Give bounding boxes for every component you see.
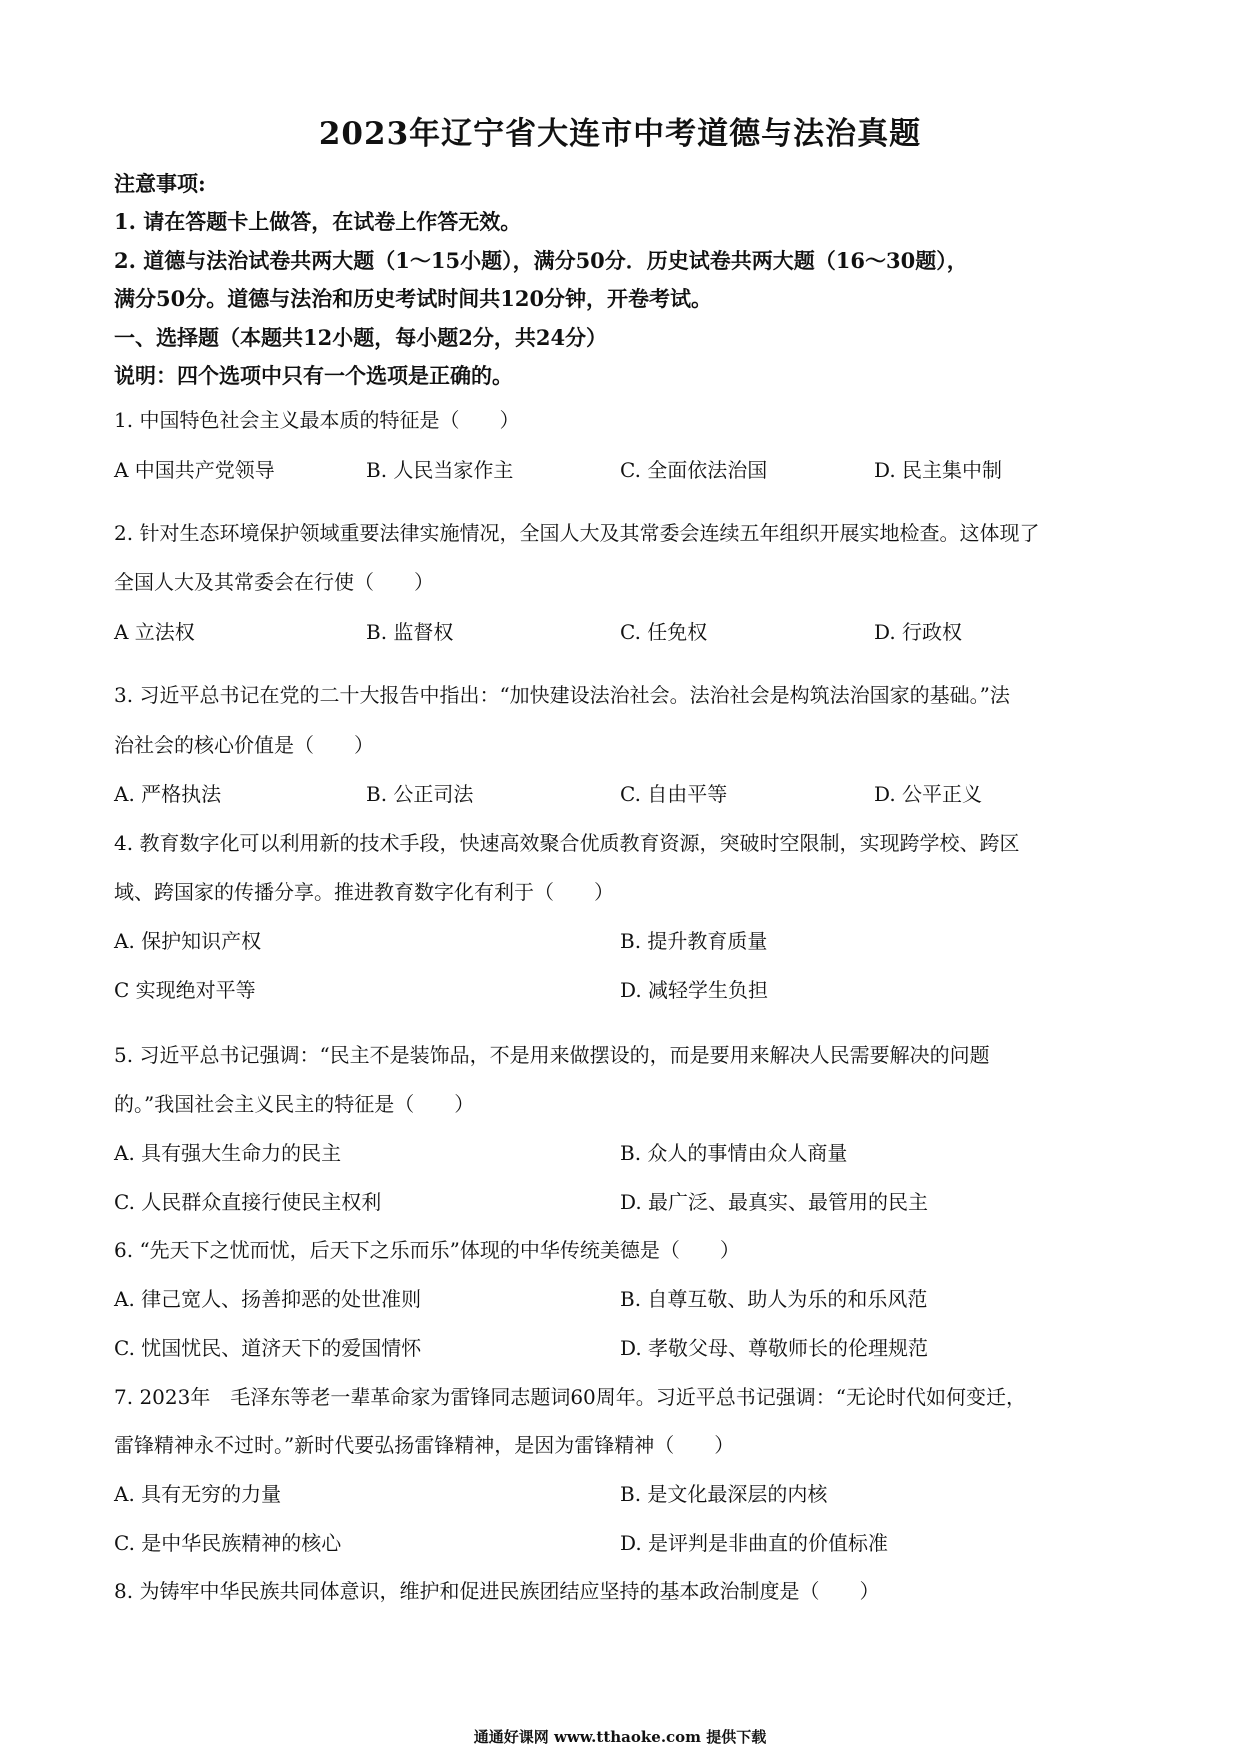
notice-item-2-line-2: 满分50分。道德与法治和历史考试时间共120分钟，开卷考试。: [114, 286, 713, 311]
question-3-option-d: D. 公平正义: [874, 782, 983, 806]
question-2-stem-line-2: 全国人大及其常委会在行使（ ）: [114, 570, 434, 594]
question-3-stem-line-2: 治社会的核心价值是（ ）: [114, 733, 374, 757]
question-2-option-d: D. 行政权: [874, 620, 963, 644]
question-5-option-d: D. 最广泛、最真实、最管用的民主: [620, 1190, 929, 1214]
question-7-option-b: B. 是文化最深层的内核: [620, 1482, 828, 1506]
question-3-stem-line-1: 3. 习近平总书记在党的二十大报告中指出：“加快建设法治社会。法治社会是构筑法治国家的基础。”法: [114, 683, 1010, 707]
section-heading: 一、选择题（本题共12小题，每小题2分，共24分）: [114, 325, 608, 350]
question-5-option-a: A. 具有强大生命力的民主: [114, 1141, 342, 1165]
question-2-option-a: A 立法权: [114, 620, 195, 644]
question-4-stem-line-1: 4. 教育数字化可以利用新的技术手段，快速高效聚合优质教育资源，突破时空限制，实现跨学校、跨区: [114, 831, 1020, 855]
question-2-option-c: C. 任免权: [620, 620, 708, 644]
notice-item-1: 1. 请在答题卡上做答，在试卷上作答无效。: [114, 209, 522, 234]
question-7-option-c: C. 是中华民族精神的核心: [114, 1531, 342, 1555]
question-4-option-b: B. 提升教育质量: [620, 929, 768, 953]
question-6-option-b: B. 自尊互敬、助人为乐的和乐风范: [620, 1287, 928, 1311]
question-1-stem: 1. 中国特色社会主义最本质的特征是（ ）: [114, 408, 520, 432]
question-5-stem-line-1: 5. 习近平总书记强调：“民主不是装饰品，不是用来做摆设的，而是要用来解决人民需要解决的问题: [114, 1043, 990, 1067]
question-7-stem-line-1: 7. 2023年 毛泽东等老一辈革命家为雷锋同志题词60周年。习近平总书记强调：“无论时代如何变迁，: [114, 1385, 1027, 1409]
question-1-option-a: A 中国共产党领导: [114, 458, 275, 482]
question-6-option-d: D. 孝敬父母、尊敬师长的伦理规范: [620, 1336, 929, 1360]
question-5-option-b: B. 众人的事情由众人商量: [620, 1141, 848, 1165]
question-6-option-a: A. 律己宽人、扬善抑恶的处世准则: [114, 1287, 422, 1311]
question-4-option-a: A. 保护知识产权: [114, 929, 262, 953]
footer-source: 通通好课网 www.tthaoke.com 提供下载: [473, 1728, 767, 1746]
question-4-stem-line-2: 域、跨国家的传播分享。推进教育数字化有利于（ ）: [114, 880, 614, 904]
question-1-option-b: B. 人民当家作主: [366, 458, 514, 482]
page-title: 2023年辽宁省大连市中考道德与法治真题: [318, 116, 922, 152]
question-2-option-b: B. 监督权: [366, 620, 454, 644]
question-1-option-c: C. 全面依法治国: [620, 458, 768, 482]
question-4-option-c: C 实现绝对平等: [114, 978, 256, 1002]
question-3-option-a: A. 严格执法: [114, 782, 222, 806]
question-6-stem: 6. “先天下之忧而忧，后天下之乐而乐”体现的中华传统美德是（ ）: [114, 1238, 740, 1262]
notice-item-2-line-1: 2. 道德与法治试卷共两大题（1～15小题），满分50分．历史试卷共两大题（16～30题），: [114, 248, 968, 273]
question-1-option-d: D. 民主集中制: [874, 458, 1003, 482]
question-2-stem-line-1: 2. 针对生态环境保护领域重要法律实施情况，全国人大及其常委会连续五年组织开展实地检查。这体现了: [114, 521, 1040, 545]
section-instruction: 说明：四个选项中只有一个选项是正确的。: [114, 363, 513, 388]
question-7-stem-line-2: 雷锋精神永不过时。”新时代要弘扬雷锋精神，是因为雷锋精神（ ）: [114, 1433, 735, 1457]
question-4-option-d: D. 减轻学生负担: [620, 978, 769, 1002]
question-6-option-c: C. 忧国忧民、道济天下的爱国情怀: [114, 1336, 422, 1360]
question-3-option-b: B. 公正司法: [366, 782, 474, 806]
question-3-option-c: C. 自由平等: [620, 782, 728, 806]
question-5-stem-line-2: 的。”我国社会主义民主的特征是（ ）: [114, 1092, 475, 1116]
notice-heading: 注意事项:: [114, 171, 206, 196]
question-7-option-a: A. 具有无穷的力量: [114, 1482, 282, 1506]
question-5-option-c: C. 人民群众直接行使民主权利: [114, 1190, 382, 1214]
question-8-stem: 8. 为铸牢中华民族共同体意识，维护和促进民族团结应坚持的基本政治制度是（ ）: [114, 1579, 880, 1603]
question-7-option-d: D. 是评判是非曲直的价值标准: [620, 1531, 889, 1555]
